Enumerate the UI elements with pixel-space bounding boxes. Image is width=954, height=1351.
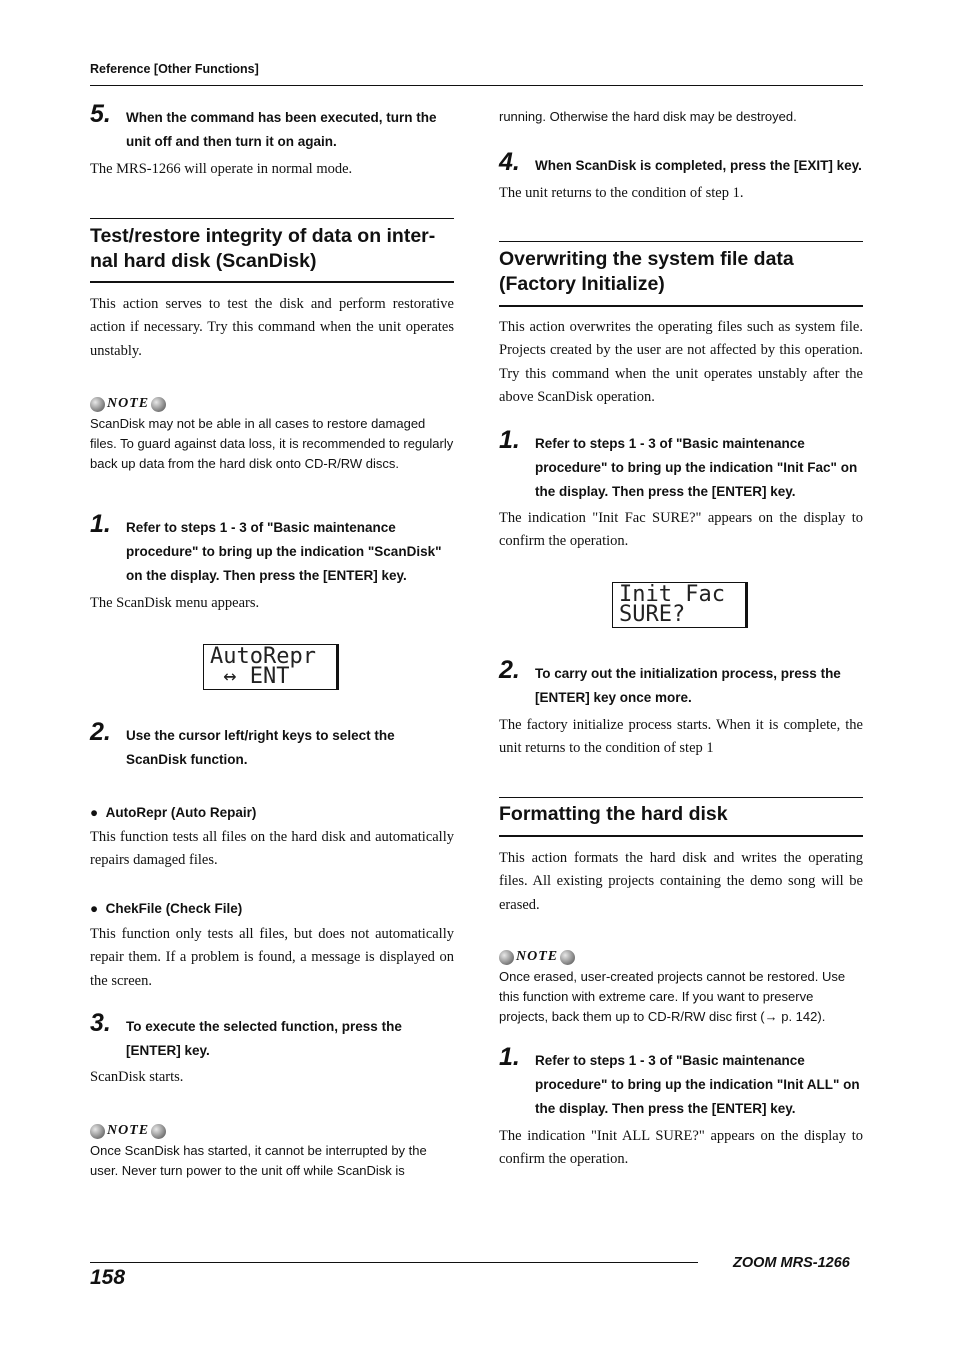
step-text: To execute the selected function, press the [ENTER] key. [126,1019,402,1058]
lcd-line-2: ↔ ENT [210,664,290,689]
note-word: NOTE [107,1123,150,1138]
section-title-factory [499,247,863,297]
paragraph: The indication "Init ALL SURE?" appears on the display to confirm the operation. [499,1128,863,1168]
step-number: 1. [499,1043,520,1071]
step-text: To carry out the initialization process, press the [ENTER] key once more. [535,666,841,705]
step-number: 4. [499,148,520,176]
paragraph: This action overwrites the operating files such as system file. Projects created by the user are not affected by this operation. Try this command when the unit operates unstably after the above ScanDisk operation. [499,319,863,405]
header-rule [90,85,863,86]
bullet-dot-icon: ● [90,805,99,820]
lcd-shadow [337,644,339,690]
footer-rule [90,1262,698,1263]
step-number: 3. [90,1009,111,1037]
step-text: When the command has been executed, turn the unit off and then turn it on again. [126,110,437,149]
note-label [499,948,575,966]
step-text: Refer to steps 1 - 3 of "Basic maintenance procedure" to bring up the indication "Init ALL" on the display. Then press the [ENTER] key. [535,1053,860,1116]
lcd-line-1: AutoRepr [210,644,316,669]
paragraph: This action formats the hard disk and writes the operating files. All existing projects containing the demo song will be erased. [499,850,863,913]
section-rule-bottom [499,835,863,837]
note-label [90,395,166,413]
paragraph: This function only tests all files, but does not automatically repair them. If a problem is found, a message is displayed on the screen. [90,926,454,989]
page-number: 158 [90,1266,126,1289]
step-number: 2. [90,718,111,746]
step-number: 2. [499,656,520,684]
note-text: ScanDisk may not be able in all cases to restore damaged files. To guard against data loss, it is recommended to regularly back up data from the hard disk onto CD-R/RW discs. [90,416,454,471]
section-title-line: Test/restore integrity of data on inter- [90,225,436,247]
lcd-display-scandisk [203,644,337,690]
bullet-title: ChekFile (Check File) [105,901,243,916]
note-label [90,1122,166,1140]
paragraph: The indication "Init Fac SURE?" appears on the display to confirm the operation. [499,510,863,550]
paragraph: This action serves to test the disk and perform restorative action if necessary. Try this command when the unit operates unstably. [90,296,454,359]
note-bullet-icon [90,397,105,412]
lcd-display-init-fac [612,582,746,628]
step-number: 1. [499,426,520,454]
step-number: 1. [90,510,111,538]
note-text: Once erased, user-created projects cannot be restored. Use this function with extreme care. If you want to preserve projects, back them up to CD-R/RW disc first (→ p. 142). [499,969,846,1024]
note-word: NOTE [516,949,559,964]
section-rule-top [499,241,863,242]
section-title-line: nal hard disk (ScanDisk) [90,250,317,272]
step-text: Refer to steps 1 - 3 of "Basic maintenance procedure" to bring up the indication "Init Fac" on the display. Then press the [ENTER] key. [535,436,858,499]
step-text: When ScanDisk is completed, press the [EXIT] key. [535,158,862,173]
paragraph: ScanDisk starts. [90,1069,184,1085]
step-2 [90,718,455,772]
section-rule-top [499,797,863,798]
note-bullet-icon [151,397,166,412]
lcd-line-1: Init Fac [619,582,725,607]
bullet-heading [90,901,242,916]
step-1 [499,426,864,504]
note-bullet-icon [499,950,514,965]
product-name: ZOOM MRS-1266 [733,1255,850,1271]
paragraph: The MRS-1266 will operate in normal mode. [90,161,353,177]
paragraph: The unit returns to the condition of step 1. [499,185,744,201]
bullet-dot-icon: ● [90,901,99,916]
step-4 [499,148,864,178]
step-text: Use the cursor left/right keys to select the ScanDisk function. [126,728,395,767]
lcd-shadow [746,582,748,628]
bullet-title: AutoRepr (Auto Repair) [105,805,257,820]
section-title-line: Overwriting the system file data [499,248,794,270]
paragraph: This function tests all files on the hard disk and automatically repairs damaged files. [90,829,454,869]
note-bullet-icon [560,950,575,965]
running-header: Reference [Other Functions] [90,62,259,76]
lcd-line-2: SURE? [619,602,686,627]
section-title-line: (Factory Initialize) [499,273,665,295]
note-word: NOTE [107,396,150,411]
section-title-scandisk [90,224,454,274]
note-text-continued: running. Otherwise the hard disk may be destroyed. [499,109,797,124]
step-3 [90,1009,455,1063]
paragraph: The ScanDisk menu appears. [90,595,260,611]
section-rule-top [90,218,454,219]
step-text: Refer to steps 1 - 3 of "Basic maintenance procedure" to bring up the indication "ScanDisk" on the display. Then press the [ENTER] key. [126,520,442,583]
paragraph: The factory initialize process starts. When it is complete, the unit returns to the condition of step 1 [499,717,863,757]
step-number: 5. [90,100,111,128]
section-title-format: Formatting the hard disk [499,803,728,825]
section-rule-bottom [499,305,863,307]
section-rule-bottom [90,281,454,283]
bullet-heading [90,805,256,820]
note-text: Once ScanDisk has started, it cannot be interrupted by the user. Never turn power to the unit off while ScanDisk is [90,1143,427,1178]
step-1 [499,1043,864,1121]
step-5 [90,100,455,154]
step-1 [90,510,455,588]
note-bullet-icon [90,1124,105,1139]
note-bullet-icon [151,1124,166,1139]
step-2 [499,656,864,710]
